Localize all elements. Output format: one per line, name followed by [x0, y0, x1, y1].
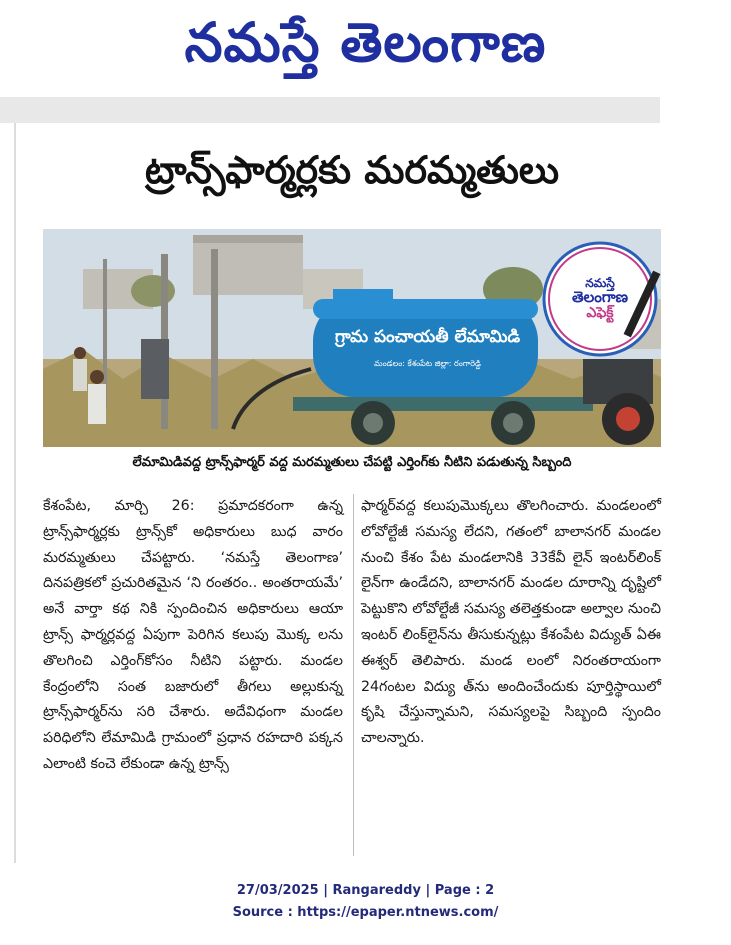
article-column-left [43, 494, 343, 778]
column-divider [353, 494, 354, 856]
article-photo [43, 229, 661, 447]
tank-sublabel: మండలం: కేశంపేట జిల్లా: రంగారెడ్డి [374, 359, 481, 368]
article-column-right [361, 494, 661, 752]
badge-line-3: ఎఫెక్ట్ [586, 304, 614, 321]
masthead-title: నమస్తే తెలంగాణ [184, 11, 547, 74]
footer-source: Source : https://epaper.ntnews.com/ [232, 905, 499, 920]
masthead [0, 0, 731, 86]
tank-label: గ్రామ పంచాయతీ లేమామిడి [334, 327, 521, 347]
photo-caption: లేమామిడివద్ద ట్రాన్స్‌ఫార్మర్ వద్ద మరమ్మతులు చేపట్టి ఎర్తింగ్‌కు నీటిని పడుతున్న సిబ్బంది [132, 455, 572, 470]
article-headline: ట్రాన్స్‌ఫార్మర్లకు మరమ్మతులు [145, 148, 559, 192]
effect-badge [544, 243, 656, 355]
badge-line-1: నమస్తే [585, 276, 615, 291]
article-body-right: ఫార్మర్‌వద్ద కలుపుమొక్కలు తొలగించారు. మండలంలో లోవోల్టేజీ సమస్య లేదని, గతంలో బాలానగర్ మండల నుంచి కేశం పేట మండలానికి 33కేవీ లైన్ ఇంటర్‌లింక్ లైన్‌గా ఉండేదని, బాలానగర్ మండల దూరాన్ని దృష్టిలో పెట్టుకొని లోవోల్టేజీ సమస్య తలెత్తకుండా అల్వాల నుంచి ఇంటర్ లింక్‌లైన్‌ను తీసుకున్నట్లు కేశంపేట విద్యుత్ ఏఈ ఈశ్వర్ తెలిపారు. మండ లంలో నిరంతరాయంగా 24గంటల విద్యు త్‌ను అందించేందుకు పూర్తిస్థాయిలో కృషి చేస్తున్నామని, సమస్యలపై సిబ్బంది స్పందిం చాలన్నారు. [361, 498, 661, 747]
date-strip [0, 97, 660, 123]
footer-date-edition: 27/03/2025 | Rangareddy | Page : 2 [236, 883, 495, 898]
page-footer [0, 880, 731, 924]
badge-line-2: తెలంగాణ [571, 288, 629, 307]
page-margin-rule [14, 123, 16, 863]
article-body-left: కేశంపేట, మార్చి 26: ప్రమాదకరంగా ఉన్న ట్రాన్స్‌ఫార్మర్లకు ట్రాన్స్‌కో అధికారులు బుధ వారం మరమ్మతులు చేపట్టారు. ‘నమస్తే తెలంగాణ’ దినపత్రికలో ప్రచురితమైన ‘ని రంతరం.. అంతరాయమే’ అనే వార్తా కథ నికి స్పందించిన అధికారులు ఆయా ట్రాన్స్ ఫార్మర్లవద్ద ఏపుగా పెరిగిన కలుపు మొక్క లను తొలగించి ఎర్తింగ్‌కోసం నీటిని పట్టారు. మండల కేంద్రంలోని సంత బజారులో తీగలు అల్లుకున్న ట్రాన్స్‌ఫార్మర్‌ను సరి చేశారు. అదేవిధంగా మండల పరిధిలోని లేమామిడి గ్రామంలో ప్రధాన రహదారి పక్కన ఎలాంటి కంచె లేకుండా ఉన్న ట్రాన్స్ [43, 498, 343, 772]
